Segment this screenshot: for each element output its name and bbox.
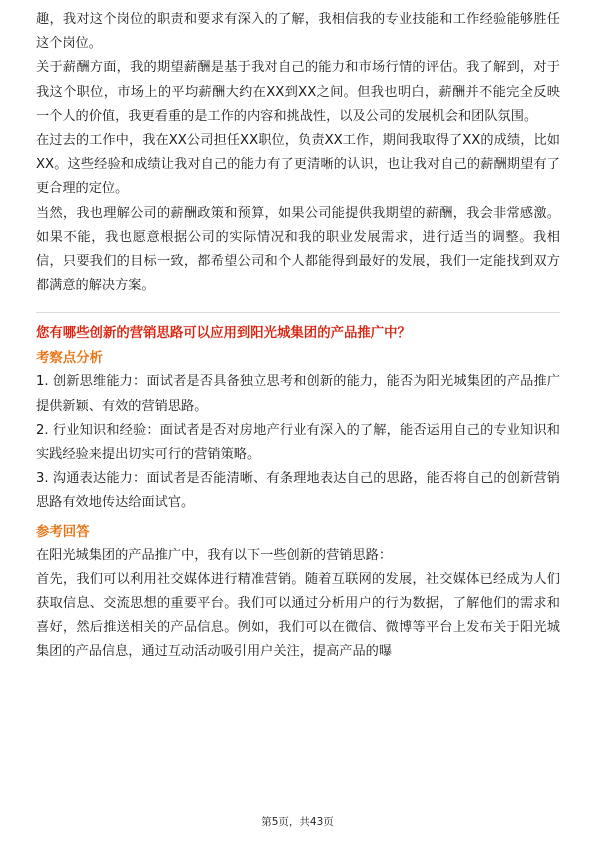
analysis-point: 1. 创新思维能力：面试者是否具备独立思考和创新的能力，能否为阳光城集团的产品推广提供新颖、有效的营销思路。 <box>36 374 560 414</box>
answer-heading: 参考回答 <box>36 524 90 540</box>
analysis-point: 2. 行业知识和经验：面试者是否对房地产行业有深入的了解，能否运用自己的专业知识和实践经验来提出切实可行的营销策略。 <box>36 422 560 463</box>
analysis-points <box>36 370 560 515</box>
body-paragraph: 关于薪酬方面，我的期望薪酬是基于我对自己的能力和市场行情的评估。我了解到，对于我这个职位，市场上的平均薪酬大约在XX到XX之间。但我也明白，薪酬并不能完全反映一个人的价值，我更看重的是工作的内容和挑战性，以及公司的发展机会和团队氛围。 <box>36 60 560 124</box>
analysis-heading: 考察点分析 <box>36 351 103 367</box>
body-paragraph: 在过去的工作中，我在XX公司担任XX职位，负责XX工作，期间我取得了XX的成绩，比如XX。这些经验和成绩让我对自己的能力有了更清晰的认识，也让我对自己的薪酬期望有了更合理的定位。 <box>36 133 560 197</box>
page-number: 第5页，共43页 <box>261 816 334 828</box>
page-content <box>36 8 560 665</box>
question-heading: 您有哪些创新的营销思路可以应用到阳光城集团的产品推广中？ <box>36 326 411 342</box>
answer-continuation <box>36 8 560 298</box>
answer-paragraph: 首先，我们可以利用社交媒体进行精准营销。随着互联网的发展，社交媒体已经成为人们获取信息、交流思想的重要平台。我们可以通过分析用户的行为数据，了解他们的需求和喜好，然后推送相关的产品信息。例如，我们可以在微信、微博等平台上发布关于阳光城集团的产品信息，通过互动活动吸引用户关注，提高产品的曝 <box>36 571 560 660</box>
answer-paragraph: 在阳光城集团的产品推广中，我有以下一些创新的营销思路： <box>36 547 393 563</box>
answer-body <box>36 544 560 665</box>
body-paragraph: 当然，我也理解公司的薪酬政策和预算，如果公司能提供我期望的薪酬，我会非常感激。如果不能，我也愿意根据公司的实际情况和我的职业发展需求，进行适当的调整。我相信，只要我们的目标一致，都希望公司和个人都能得到最好的发展，我们一定能找到双方都满意的解决方案。 <box>36 205 560 294</box>
analysis-point: 3. 沟通表达能力：面试者是否能清晰、有条理地表达自己的思路，能否将自己的创新营销思路有效地传达给面试官。 <box>36 471 560 511</box>
body-paragraph: 趣，我对这个岗位的职责和要求有深入的了解，我相信我的专业技能和工作经验能够胜任这个岗位。 <box>36 12 560 52</box>
section-divider <box>36 312 560 313</box>
